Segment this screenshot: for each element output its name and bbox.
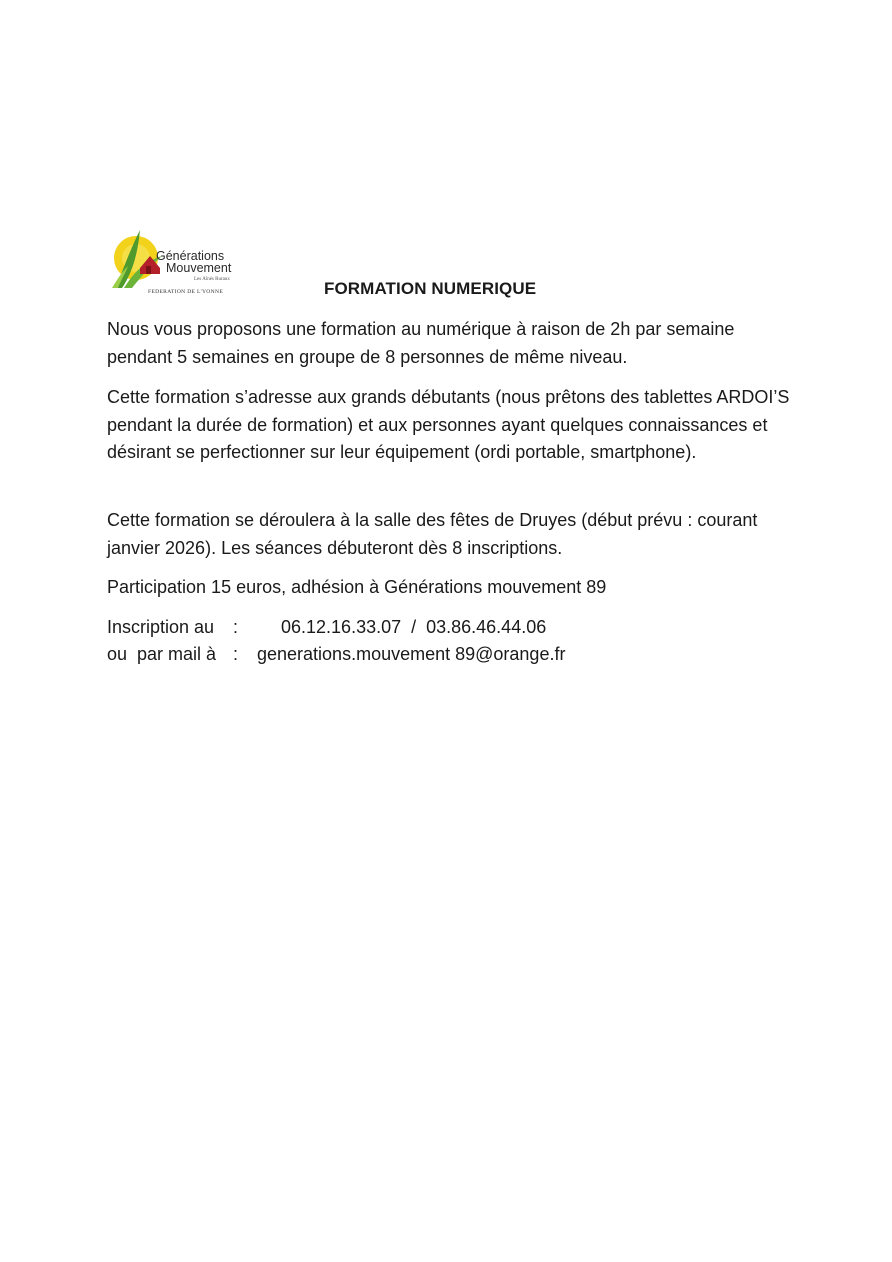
logo-line2: Mouvement [166, 261, 232, 275]
paragraph-intro: Nous vous proposons une formation au numérique à raison de 2h par semaine pendant 5 semaines en groupe de 8 personnes de même niveau. [107, 319, 735, 367]
paragraph-location: Cette formation se déroulera à la salle des fêtes de Druyes (début prévu : courant janvier 2026). Les séances débuteront dès 8 inscriptions. [107, 510, 758, 558]
phone-numbers: 06.12.16.33.07 / 03.86.46.44.06 [281, 617, 547, 637]
logo-line1: Générations [156, 249, 225, 263]
mail-label: ou par mail à [107, 644, 217, 664]
paragraph-price: Participation 15 euros, adhésion à Générations mouvement 89 [107, 577, 607, 597]
phone-separator: : [233, 617, 239, 637]
contact-mail-row [107, 641, 565, 668]
paragraph-audience: Cette formation s’adresse aux grands débutants (nous prêtons des tablettes ARDOI’S pendant la durée de formation) et aux personnes ayant quelques connaissances et désirant se perfectionner sur leur équipement (ordi portable, smartphone). [107, 387, 790, 462]
mail-separator: : [233, 644, 239, 664]
logo-tagline: Les Aînés Ruraux [194, 277, 230, 282]
contact-phone-row [107, 614, 546, 641]
mail-address: generations.mouvement 89@orange.fr [257, 644, 566, 664]
logo-federation: FEDERATION DE L'YONNE [148, 289, 224, 295]
phone-label: Inscription au [107, 617, 215, 637]
page-title: FORMATION NUMERIQUE [324, 279, 537, 298]
generations-mouvement-logo [110, 226, 244, 298]
